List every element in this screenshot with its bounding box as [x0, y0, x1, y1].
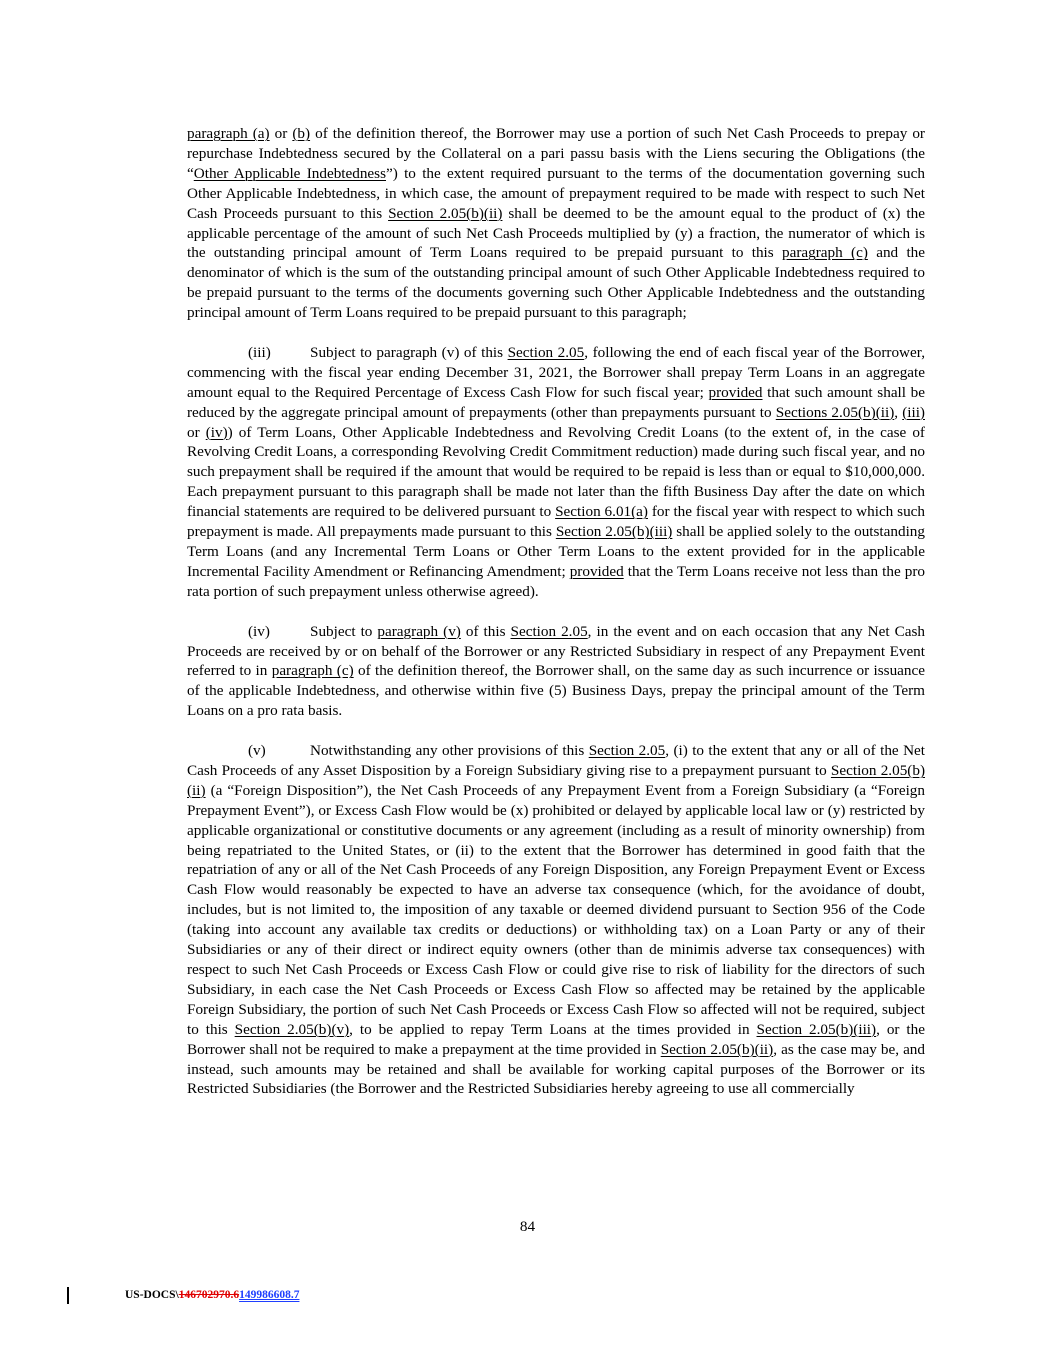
paragraph-ii-continuation: paragraph (a) or (b) of the definition thereof, the Borrower may use a portion of such Net Cash Proceeds to prepay or repurchase Indebtedness secured by the Collateral on a pari passu basis with the Liens securing the Obligations (the “Other Applicable Indebtedness”) to the extent required pursuant to the terms of the documentation governing such Other Applicable Indebtedness, in which case, the amount of prepayment required to be made with respect to such Net Cash Proceeds pursuant to this Section 2.05(b)(ii) shall be deemed to be the amount equal to the product of (x) the applicable percentage of the amount of such Net Cash Proceeds multiplied by (y) a fraction, the numerator of which is the outstanding principal amount of Term Loans required to be prepaid pursuant to this paragraph (c) and the denominator of which is the sum of the outstanding principal amount of such Other Applicable Indebtedness required to be prepaid pursuant to the terms of the documents governing such Other Applicable Indebtedness and the outstanding principal amount of Term Loans required to be prepaid pursuant to this paragraph; [187, 125, 925, 322]
paragraph-v: (v) Notwithstanding any other provisions of this Section 2.05, (i) to the extent that any or all of the Net Cash Proceeds of any Asset Disposition by a Foreign Subsidiary giving rise to a prepayment pursuant to Section 2.05(b)(ii) (a “Foreign Disposition”), the Net Cash Proceeds of any Prepayment Event from a Foreign Subsidiary (a “Foreign Prepayment Event”), or Excess Cash Flow would be (x) prohibited or delayed by applicable local law or (y) restricted by applicable organizational or constitutive documents or any agreement (including as a result of minority ownership) from being repatriated to the United States, or (ii) to the extent that the Borrower has determined in good faith that the repatriation of any or all of the Net Cash Proceeds of any Foreign Disposition, any Foreign Prepayment Event or Excess Cash Flow would reasonably be expected to have an adverse tax consequence (which, for the avoidance of doubt, includes, but is not limited to, the imposition of any taxable or deemed dividend pursuant to Section 956 of the Code (taking into account any available tax credits or deductions) or withholding tax) on a Loan Party or any of their Subsidiaries or any of their direct or indirect equity owners (other than de minimis adverse tax consequences) with respect to such Net Cash Proceeds or Excess Cash Flow or could give rise to risk of liability for the directors of such Subsidiary, in each case the Net Cash Proceeds or Excess Cash Flow so affected may be retained by the applicable Foreign Subsidiary, the portion of such Net Cash Proceeds or Excess Cash Flow so affected will not be required, subject to this Section 2.05(b)(v), to be applied to repay Term Loans at the times provided in Section 2.05(b)(iii), or the Borrower shall not be required to make a prepayment at the time provided in Section 2.05(b)(ii), as the case may be, and instead, such amounts may be retained and shall be available for working capital purposes of the Borrower or its Restricted Subsidiaries (the Borrower and the Restricted Subsidiaries hereby agreeing to use all commercially [187, 742, 925, 1098]
cross-reference: Sections 2.05(b)(ii) [775, 403, 895, 421]
cross-reference: paragraph (c) [782, 244, 868, 262]
deleted-document-id: 146702970.6 [178, 1289, 240, 1301]
page-number: 84 [519, 1218, 536, 1235]
paragraph-number: (iii) [248, 343, 271, 361]
cross-reference: Section 2.05 [588, 742, 666, 760]
cross-reference: Section 2.05(b)(iii) [756, 1020, 877, 1038]
cross-reference: (b) [292, 125, 311, 142]
change-bar [67, 1287, 69, 1304]
cross-reference: Section 2.05(b)(ii) [187, 761, 925, 799]
cross-reference: (iii) [902, 403, 925, 421]
proviso: provided [708, 383, 763, 401]
cross-reference: (iv) [205, 423, 228, 441]
cross-reference: Section 6.01(a) [555, 503, 648, 521]
document-id-prefix: US-DOCS\ [125, 1289, 179, 1301]
document-body [187, 124, 925, 1099]
cross-reference: paragraph (a) [187, 125, 270, 142]
cross-reference: Section 2.05(b)(ii) [660, 1040, 774, 1058]
cross-reference: Section 2.05(b)(iii) [555, 523, 673, 541]
defined-term: Other Applicable Indebtedness [193, 164, 386, 182]
cross-reference: Section 2.05 [510, 622, 588, 640]
cross-reference: Section 2.05 [507, 343, 585, 361]
cross-reference: paragraph (v) [377, 622, 461, 640]
document-id [125, 1289, 299, 1301]
paragraph-number: (v) [248, 742, 266, 760]
paragraph-number: (iv) [248, 622, 270, 640]
cross-reference: Section 2.05(b)(v) [234, 1020, 350, 1038]
proviso: provided [569, 562, 624, 580]
inserted-document-id: 149986608.7 [239, 1289, 300, 1301]
paragraph-iii: (iii) Subject to paragraph (v) of this Section 2.05, following the end of each fiscal year of the Borrower, commencing with the fiscal year ending December 31, 2021, the Borrower shall prepay Term Loans in an aggregate amount equal to the Required Percentage of Excess Cash Flow for such fiscal year; provided that such amount shall be reduced by the aggregate principal amount of prepayments (other than prepayments pursuant to Sections 2.05(b)(ii), (iii) or (iv)) of Term Loans, Other Applicable Indebtedness and Revolving Credit Loans (to the extent of, in the case of Revolving Credit Loans, a corresponding Revolving Credit Commitment reduction) made during such fiscal year, and no such prepayment shall be required if the amount that would be required to be repaid is less than or equal to $10,000,000. Each prepayment pursuant to this paragraph shall be made not later than the fifth Business Day after the date on which financial statements are required to be delivered pursuant to Section 6.01(a) for the fiscal year with respect to which such prepayment is made. All prepayments made pursuant to this Section 2.05(b)(iii) shall be applied solely to the outstanding Term Loans (and any Incremental Term Loans or Other Term Loans to the extent provided for in the applicable Incremental Facility Amendment or Refinancing Amendment; provided that the Term Loans receive not less than the pro rata portion of such prepayment unless otherwise agreed). [187, 343, 926, 600]
cross-reference: Section 2.05(b)(ii) [388, 204, 503, 222]
cross-reference: paragraph (c) [271, 662, 354, 680]
paragraph-iv: (iv) Subject to paragraph (v) of this Section 2.05, in the event and on each occasion that any Net Cash Proceeds are received by or on behalf of the Borrower or any Restricted Subsidiary in respect of any Prepayment Event referred to in paragraph (c) of the definition thereof, the Borrower shall, on the same day as such incurrence or issuance of the applicable Indebtedness, and otherwise within five (5) Business Days, prepay the principal amount of the Term Loans on a pro rata basis. [187, 622, 925, 720]
